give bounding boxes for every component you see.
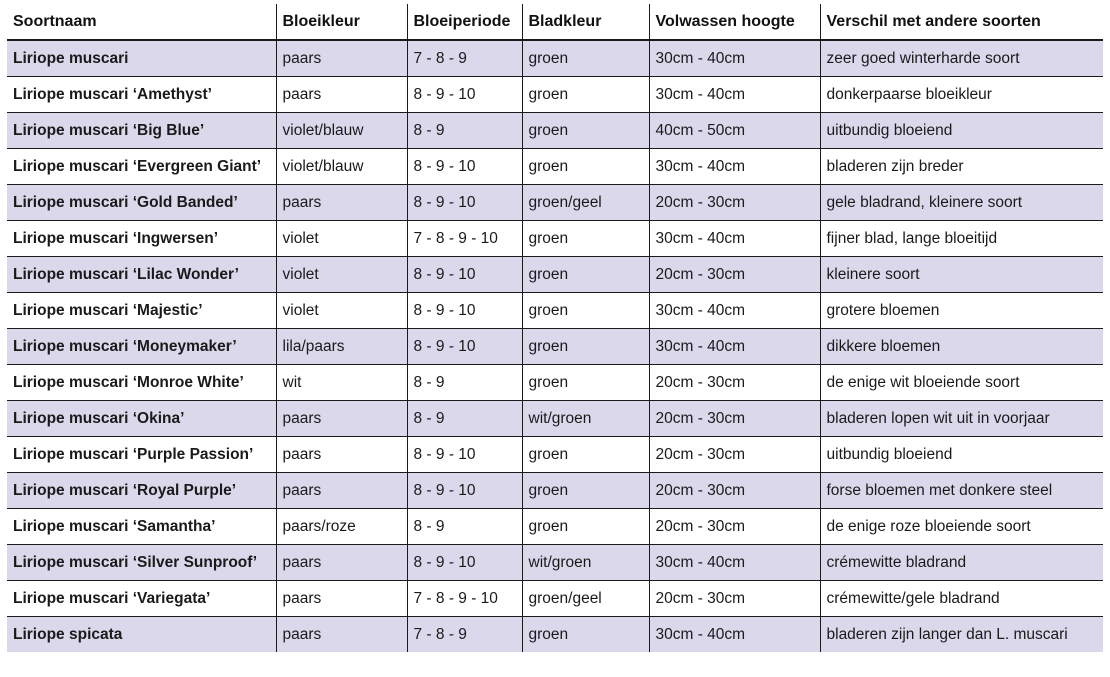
header-volwassen-hoogte: Volwassen hoogte (649, 4, 820, 40)
verschil-cell: crémewitte/gele bladrand (820, 581, 1103, 617)
bloeiperiode-cell: 8 - 9 (407, 401, 522, 437)
verschil-cell: uitbundig bloeiend (820, 437, 1103, 473)
verschil-cell: gele bladrand, kleinere soort (820, 185, 1103, 221)
bladkleur-cell: groen (522, 40, 649, 77)
table-row (7, 221, 1103, 257)
soortnaam-cell: Liriope muscari ‘Purple Passion’ (7, 437, 276, 473)
hoogte-cell: 20cm - 30cm (649, 473, 820, 509)
hoogte-cell: 20cm - 30cm (649, 257, 820, 293)
bladkleur-cell: groen (522, 365, 649, 401)
bladkleur-cell: groen/geel (522, 581, 649, 617)
hoogte-cell: 30cm - 40cm (649, 545, 820, 581)
header-verschil: Verschil met andere soorten (820, 4, 1103, 40)
bladkleur-cell: groen (522, 329, 649, 365)
bloeikleur-cell: paars (276, 40, 407, 77)
table-row (7, 40, 1103, 77)
soortnaam-cell: Liriope muscari ‘Amethyst’ (7, 77, 276, 113)
table-row (7, 365, 1103, 401)
bloeikleur-cell: paars (276, 581, 407, 617)
soortnaam-cell: Liriope muscari ‘Samantha’ (7, 509, 276, 545)
soortnaam-cell: Liriope muscari ‘Monroe White’ (7, 365, 276, 401)
bloeikleur-cell: paars (276, 185, 407, 221)
soortnaam-cell: Liriope muscari ‘Royal Purple’ (7, 473, 276, 509)
soortnaam-cell: Liriope muscari ‘Majestic’ (7, 293, 276, 329)
table-row (7, 437, 1103, 473)
hoogte-cell: 30cm - 40cm (649, 221, 820, 257)
verschil-cell: kleinere soort (820, 257, 1103, 293)
header-bloeiperiode: Bloeiperiode (407, 4, 522, 40)
table-row (7, 113, 1103, 149)
liriope-species-table (7, 4, 1103, 652)
bloeikleur-cell: violet (276, 257, 407, 293)
table-row (7, 509, 1103, 545)
bloeikleur-cell: lila/paars (276, 329, 407, 365)
header-soortnaam: Soortnaam (7, 4, 276, 40)
soortnaam-cell: Liriope muscari ‘Okina’ (7, 401, 276, 437)
bladkleur-cell: groen (522, 77, 649, 113)
hoogte-cell: 20cm - 30cm (649, 509, 820, 545)
bladkleur-cell: groen (522, 437, 649, 473)
bloeiperiode-cell: 8 - 9 - 10 (407, 293, 522, 329)
bloeiperiode-cell: 8 - 9 - 10 (407, 473, 522, 509)
table-row (7, 473, 1103, 509)
bladkleur-cell: groen (522, 113, 649, 149)
soortnaam-cell: Liriope muscari ‘Ingwersen’ (7, 221, 276, 257)
verschil-cell: grotere bloemen (820, 293, 1103, 329)
soortnaam-cell: Liriope muscari (7, 40, 276, 77)
soortnaam-cell: Liriope spicata (7, 617, 276, 653)
header-bloeikleur: Bloeikleur (276, 4, 407, 40)
table-row (7, 401, 1103, 437)
bloeiperiode-cell: 8 - 9 - 10 (407, 77, 522, 113)
soortnaam-cell: Liriope muscari ‘Evergreen Giant’ (7, 149, 276, 185)
bladkleur-cell: groen (522, 509, 649, 545)
verschil-cell: dikkere bloemen (820, 329, 1103, 365)
soortnaam-cell: Liriope muscari ‘Variegata’ (7, 581, 276, 617)
hoogte-cell: 20cm - 30cm (649, 185, 820, 221)
verschil-cell: de enige roze bloeiende soort (820, 509, 1103, 545)
verschil-cell: crémewitte bladrand (820, 545, 1103, 581)
bloeiperiode-cell: 8 - 9 (407, 113, 522, 149)
bladkleur-cell: groen (522, 293, 649, 329)
table-body (7, 40, 1103, 652)
table-row (7, 617, 1103, 653)
bloeikleur-cell: paars (276, 545, 407, 581)
hoogte-cell: 20cm - 30cm (649, 401, 820, 437)
bloeikleur-cell: wit (276, 365, 407, 401)
hoogte-cell: 20cm - 30cm (649, 365, 820, 401)
verschil-cell: bladeren lopen wit uit in voorjaar (820, 401, 1103, 437)
bloeikleur-cell: violet (276, 293, 407, 329)
bloeikleur-cell: paars (276, 401, 407, 437)
bloeiperiode-cell: 8 - 9 - 10 (407, 545, 522, 581)
bloeiperiode-cell: 7 - 8 - 9 (407, 617, 522, 653)
hoogte-cell: 30cm - 40cm (649, 149, 820, 185)
bloeiperiode-cell: 8 - 9 - 10 (407, 185, 522, 221)
bloeiperiode-cell: 8 - 9 (407, 365, 522, 401)
bloeikleur-cell: paars/roze (276, 509, 407, 545)
header-bladkleur: Bladkleur (522, 4, 649, 40)
table-row (7, 545, 1103, 581)
bloeikleur-cell: paars (276, 473, 407, 509)
bloeiperiode-cell: 7 - 8 - 9 (407, 40, 522, 77)
table-row (7, 257, 1103, 293)
table-header (7, 4, 1103, 40)
table-row (7, 293, 1103, 329)
verschil-cell: de enige wit bloeiende soort (820, 365, 1103, 401)
soortnaam-cell: Liriope muscari ‘Moneymaker’ (7, 329, 276, 365)
hoogte-cell: 20cm - 30cm (649, 581, 820, 617)
verschil-cell: donkerpaarse bloeikleur (820, 77, 1103, 113)
hoogte-cell: 30cm - 40cm (649, 77, 820, 113)
bloeikleur-cell: paars (276, 77, 407, 113)
table-row (7, 185, 1103, 221)
bladkleur-cell: groen (522, 221, 649, 257)
bladkleur-cell: wit/groen (522, 401, 649, 437)
verschil-cell: uitbundig bloeiend (820, 113, 1103, 149)
verschil-cell: bladeren zijn breder (820, 149, 1103, 185)
bladkleur-cell: groen (522, 257, 649, 293)
verschil-cell: bladeren zijn langer dan L. muscari (820, 617, 1103, 653)
soortnaam-cell: Liriope muscari ‘Silver Sunproof’ (7, 545, 276, 581)
hoogte-cell: 30cm - 40cm (649, 617, 820, 653)
bloeikleur-cell: violet/blauw (276, 113, 407, 149)
table-row (7, 77, 1103, 113)
header-row (7, 4, 1103, 40)
bloeikleur-cell: violet/blauw (276, 149, 407, 185)
bladkleur-cell: groen (522, 473, 649, 509)
bloeiperiode-cell: 8 - 9 - 10 (407, 437, 522, 473)
verschil-cell: fijner blad, lange bloeitijd (820, 221, 1103, 257)
soortnaam-cell: Liriope muscari ‘Gold Banded’ (7, 185, 276, 221)
hoogte-cell: 30cm - 40cm (649, 293, 820, 329)
soortnaam-cell: Liriope muscari ‘Lilac Wonder’ (7, 257, 276, 293)
bladkleur-cell: wit/groen (522, 545, 649, 581)
bladkleur-cell: groen (522, 617, 649, 653)
bloeiperiode-cell: 7 - 8 - 9 - 10 (407, 221, 522, 257)
hoogte-cell: 40cm - 50cm (649, 113, 820, 149)
bloeiperiode-cell: 8 - 9 (407, 509, 522, 545)
bloeiperiode-cell: 7 - 8 - 9 - 10 (407, 581, 522, 617)
bladkleur-cell: groen/geel (522, 185, 649, 221)
bloeikleur-cell: paars (276, 617, 407, 653)
bloeikleur-cell: violet (276, 221, 407, 257)
hoogte-cell: 20cm - 30cm (649, 437, 820, 473)
table-row (7, 329, 1103, 365)
hoogte-cell: 30cm - 40cm (649, 329, 820, 365)
soortnaam-cell: Liriope muscari ‘Big Blue’ (7, 113, 276, 149)
table-row (7, 581, 1103, 617)
bladkleur-cell: groen (522, 149, 649, 185)
bloeikleur-cell: paars (276, 437, 407, 473)
table-row (7, 149, 1103, 185)
bloeiperiode-cell: 8 - 9 - 10 (407, 329, 522, 365)
bloeiperiode-cell: 8 - 9 - 10 (407, 257, 522, 293)
bloeiperiode-cell: 8 - 9 - 10 (407, 149, 522, 185)
verschil-cell: zeer goed winterharde soort (820, 40, 1103, 77)
hoogte-cell: 30cm - 40cm (649, 40, 820, 77)
verschil-cell: forse bloemen met donkere steel (820, 473, 1103, 509)
